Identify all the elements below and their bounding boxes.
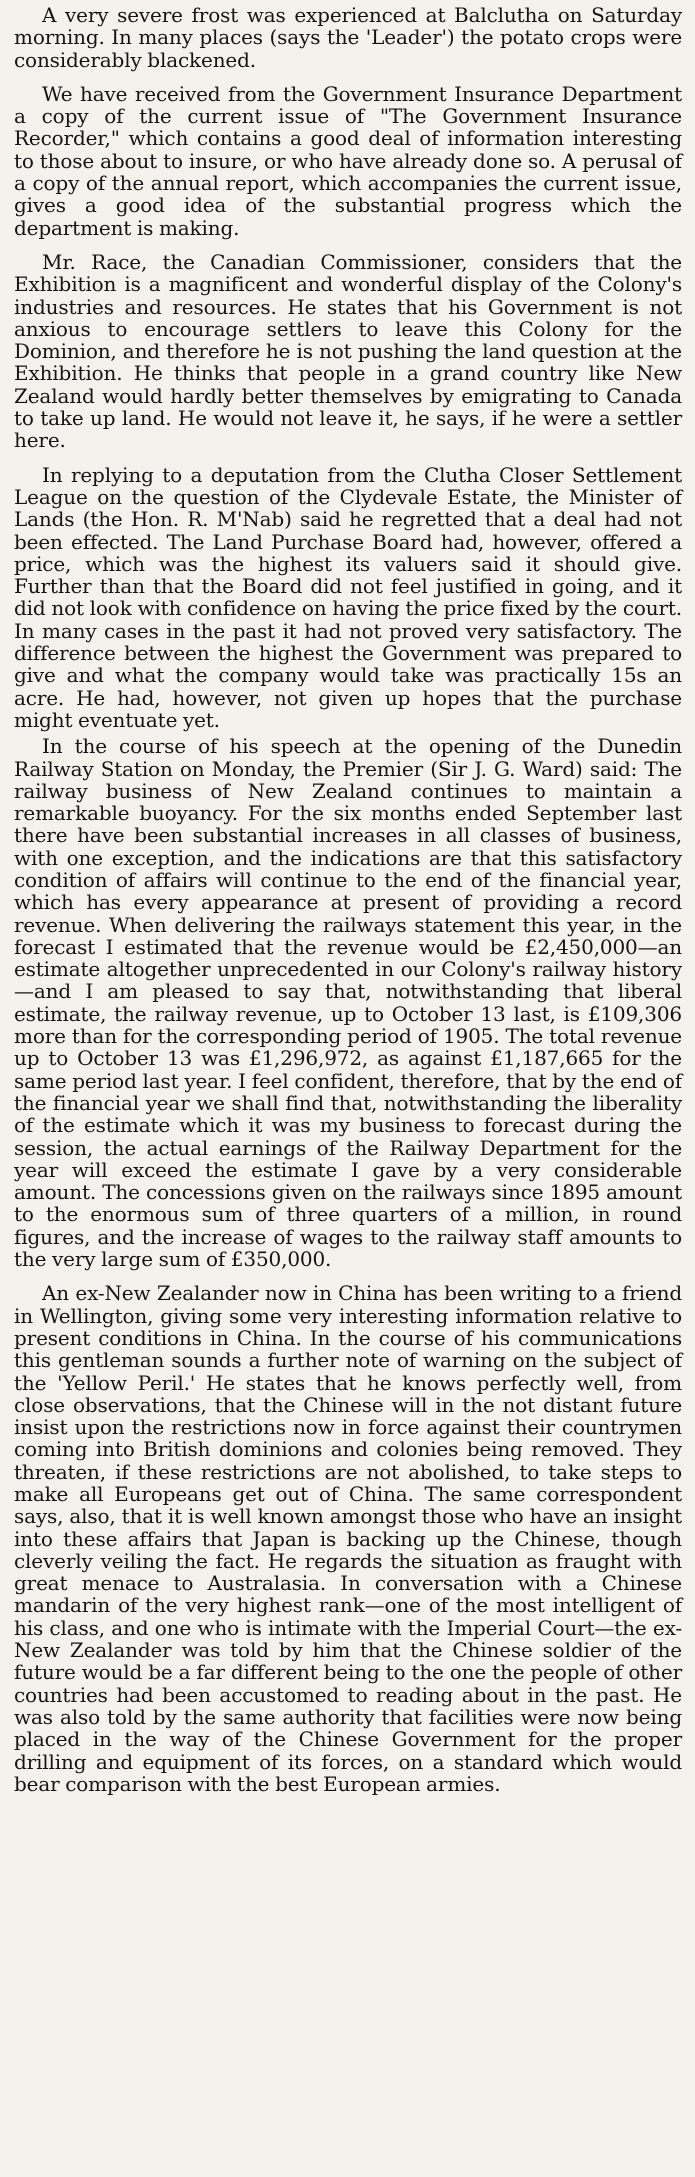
- paragraph-clydevale-estate: In replying to a deputation from the Clutha Closer Settlement League on the question of the Clydevale Estate, the Minister of Lands (the Hon. R. M'Nab) said he regretted that a deal had not been effected. The Land Purchase Board had, however, offered a price, which was the highest its valuers said it should give. Further than that the Board did not feel justified in going, and it did not look with confidence on having the price fixed by the court. In many cases in the past it had not proved very satisfactory. The difference between the highest the Government was prepared to give and what the company would take was practically 15s an acre. He had, however, not given up hopes that the purchase might eventuate yet.: [14, 462, 682, 732]
- paragraph-balclutha-frost: A very severe frost was experienced at Balclutha on Saturday morning. In many places (says the 'Leader') the potato crops were considerably blackened.: [14, 3, 682, 72]
- paragraph-dunedin-railway: In the course of his speech at the opening of the Dunedin Railway Station on Monday, the Premier (Sir J. G. Ward) said: The railway business of New Zealand continues to maintain a remarkable buoyancy. For the six months ended September last there have been substantial increases in all classes of business, with one exception, and the indications are that this satisfactory condition of affairs will continue to the end of the financial year, which has every appearance at present of providing a record revenue. When delivering the railways statement this year, in the forecast I estimated that the revenue would be £2,450,000—an estimate altogether unprecedented in our Colony's railway history—and I am pleased to say that, notwithstanding that liberal estimate, the railway revenue, up to October 13 last, is £109,306 more than for the corresponding period of 1905. The total revenue up to October 13 was £1,296,972, as against £1,187,665 for the same period last year. I feel confident, therefore, that by the end of the financial year we shall find that, notwithstanding the liberality of the estimate which it was my business to forecast during the session, the actual earnings of the Railway Department for the year will exceed the estimate I gave by a very considerable amount. The concessions given on the railways since 1895 amount to the enormous sum of three quarters of a million, in round figures, and the increase of wages to the railway staff amounts to the very large sum of £350,000.: [14, 734, 682, 1272]
- paragraph-insurance-recorder: We have received from the Government Insurance Department a copy of the current issue of "The Government Insurance Recorder," which contains a good deal of information interesting to those about to insure, or who have already done so. A perusal of a copy of the annual report, which accompanies the current issue, gives a good idea of the substantial progress which the department is making.: [14, 81, 682, 240]
- paragraph-china-letter: An ex-New Zealander now in China has been writing to a friend in Wellington, giving some very interesting information relative to present conditions in China. In the course of his communications this gentleman sounds a further note of warning on the subject of the 'Yellow Peril.' He states that he knows perfectly well, from close observations, that the Chinese will in the not distant future insist upon the restrictions now in force against their countrymen coming into British dominions and colonies being removed. They threaten, if these restrictions are not abolished, to take steps to make all Europeans get out of China. The same correspondent says, also, that it is well known amongst those who have an insight into these affairs that Japan is backing up the Chinese, though cleverly veiling the fact. He regards the situation as fraught with great menace to Australasia. In conversation with a Chinese mandarin of the very highest rank—one of the most intelligent of his class, and one who is intimate with the Imperial Court—the ex-New Zealander was told by him that the Chinese soldier of the future would be a far different being to the one the people of other countries had been accustomed to reading about in the past. He was also told by the same authority that facilities were now being placed in the way of the Chinese Government for the proper drilling and equipment of its forces, on a standard which would bear comparison with the best European armies.: [14, 1281, 682, 1796]
- paragraph-canadian-commissioner: Mr. Race, the Canadian Commissioner, considers that the Exhibition is a magnificent and wonderful display of the Colony's industries and resources. He states that his Government is not anxious to encourage settlers to leave this Colony for the Dominion, and therefore he is not pushing the land question at the Exhibition. He thinks that people in a grand country like New Zealand would hardly better themselves by emigrating to Canada to take up land. He would not leave it, he says, if he were a settler here.: [14, 249, 682, 453]
